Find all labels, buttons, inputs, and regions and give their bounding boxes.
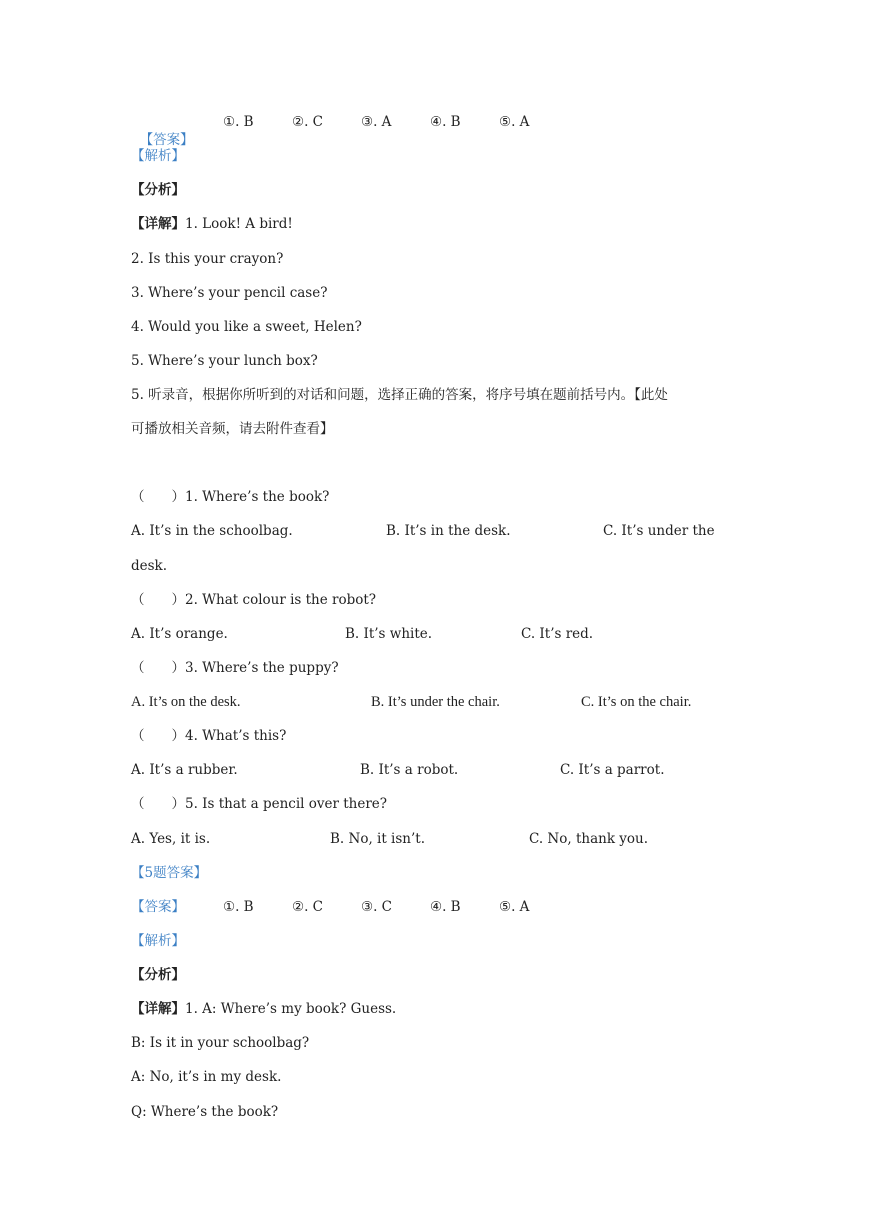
detail-line	[131, 1000, 396, 1018]
answer-item: ①. B	[223, 899, 254, 915]
question-text: 4. What’s this?	[185, 728, 287, 744]
instruction-line-2: 可播放相关音频，请去附件查看】	[131, 421, 334, 437]
detail-item: 5. Where’s your lunch box?	[131, 353, 318, 369]
question-row	[131, 591, 376, 609]
question-row	[131, 488, 329, 506]
option-b: B. It’s white.	[345, 626, 433, 642]
fenxi-tag: 【分析】	[131, 182, 185, 198]
instruction-line-1: 5. 听录音，根据你所听到的对话和问题，选择正确的答案，将序号填在题前括号内。【此处	[131, 387, 668, 403]
dialogue-line: A: No, it’s in my desk.	[131, 1069, 282, 1085]
answer-item: ⑤. A	[499, 899, 530, 915]
answer-item: ⑤. A	[499, 114, 530, 130]
option-a: A. It’s orange.	[131, 626, 228, 642]
option-c: C. It’s a parrot.	[560, 762, 665, 778]
option-wrap: desk.	[131, 558, 168, 574]
option-a: A. It’s on the desk.	[131, 694, 241, 710]
detail-tag: 【详解】	[131, 216, 185, 232]
question-row	[131, 795, 387, 813]
detail-item: 2. Is this your crayon?	[131, 251, 284, 267]
question-text: 2. What colour is the robot?	[185, 592, 377, 608]
answer-item: ②. C	[292, 899, 324, 915]
option-c: C. No, thank you.	[529, 831, 649, 847]
answer-item: ②. C	[292, 114, 324, 130]
option-c: C. It’s on the chair.	[581, 694, 692, 710]
detail-item: 4. Would you like a sweet, Helen?	[131, 319, 362, 335]
question-text: 5. Is that a pencil over there?	[185, 796, 388, 812]
question-text: 1. Where’s the book?	[185, 489, 330, 505]
question-row	[131, 727, 286, 745]
answer-blank[interactable]: （ ）	[131, 728, 185, 744]
detail-line	[131, 215, 293, 233]
dialogue-line: 1. A: Where’s my book? Guess.	[185, 1001, 397, 1017]
option-a: A. Yes, it is.	[131, 831, 211, 847]
answer-blank[interactable]: （ ）	[131, 796, 185, 812]
answer-item: ①. B	[223, 114, 254, 130]
option-b: B. It’s a robot.	[360, 762, 459, 778]
option-c: C. It’s red.	[521, 626, 594, 642]
answer-blank[interactable]: （ ）	[131, 592, 185, 608]
answer-item: ③. A	[361, 114, 392, 130]
answer-blank[interactable]: （ ）	[131, 489, 185, 505]
section-heading: 【5题答案】	[131, 865, 208, 881]
detail-item: 3. Where’s your pencil case?	[131, 285, 328, 301]
answer-item: ④. B	[430, 899, 461, 915]
option-c: C. It’s under the	[603, 523, 715, 539]
option-b: B. No, it isn’t.	[330, 831, 426, 847]
option-b: B. It’s in the desk.	[386, 523, 511, 539]
detail-tag: 【详解】	[131, 1001, 185, 1017]
option-a: A. It’s in the schoolbag.	[131, 523, 293, 539]
answer-tag: 【答案】	[131, 899, 185, 915]
option-b: B. It’s under the chair.	[371, 694, 500, 710]
question-text: 3. Where’s the puppy?	[185, 660, 339, 676]
detail-item: 1. Look! A bird!	[185, 216, 293, 232]
analysis-tag: 【解析】	[131, 148, 185, 164]
answer-item: ④. B	[430, 114, 461, 130]
option-a: A. It’s a rubber.	[131, 762, 238, 778]
fenxi-tag: 【分析】	[131, 967, 185, 983]
analysis-tag: 【解析】	[131, 933, 185, 949]
dialogue-line: B: Is it in your schoolbag?	[131, 1035, 310, 1051]
answer-row-1	[131, 113, 194, 148]
answer-item: ③. C	[361, 899, 393, 915]
answer-blank[interactable]: （ ）	[131, 660, 185, 676]
answer-tag: 【答案】	[139, 132, 194, 148]
question-row	[131, 659, 339, 677]
dialogue-line: Q: Where’s the book?	[131, 1104, 279, 1120]
